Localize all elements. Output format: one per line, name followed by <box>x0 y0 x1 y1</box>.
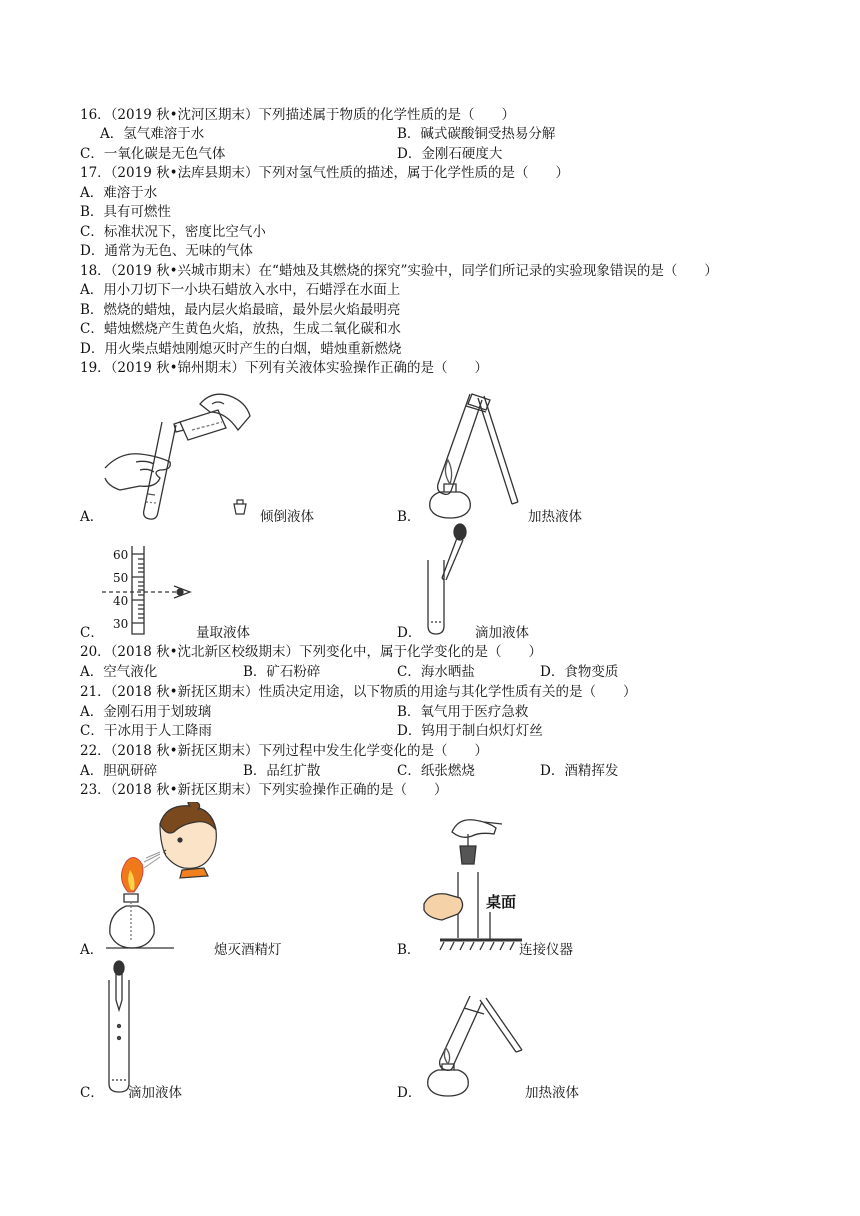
cylinder-tick-30: 30 <box>113 617 129 631</box>
cylinder-tick-50: 50 <box>113 571 129 585</box>
q16-option-a: A．氢气难溶于水 <box>100 126 205 142</box>
q19-option-d-letter: D． <box>397 625 422 641</box>
q18-option-a: A．用小刀切下一小块石蜡放入水中，石蜡浮在水面上 <box>80 282 401 298</box>
q19-option-b-caption: 加热液体 <box>528 509 582 525</box>
q21-option-b: B．氧气用于医疗急救 <box>397 704 529 720</box>
q19-stem: 19．（2019 秋•锦州期末）下列有关液体实验操作正确的是（ ） <box>80 360 489 376</box>
q20-option-c: C．海水晒盐 <box>397 664 475 680</box>
q16-option-b: B．碱式碳酸铜受热易分解 <box>397 126 556 142</box>
q22-stem: 22．（2018 秋•新抚区期末）下列过程中发生化学变化的是（ ） <box>80 743 489 759</box>
q23-option-d-letter: D． <box>397 1085 422 1101</box>
dropper-above-tube-figure <box>104 960 134 1100</box>
q18-stem: 18．（2019 秋•兴城市期末）在“蜡烛及其燃烧的探究”实验中，同学们所记录的实验现象错误的是（ ） <box>80 263 718 279</box>
blowing-lamp-figure <box>104 802 224 952</box>
q22-option-d: D．酒精挥发 <box>540 763 619 779</box>
q21-option-c: C．干冰用于人工降雨 <box>80 723 212 739</box>
q16-stem: 16．（2019 秋•沈河区期末）下列描述属于物质的化学性质的是（ ） <box>80 107 516 123</box>
q20-stem: 20．（2018 秋•沈北新区校级期末）下列变化中，属于化学变化的是（ ） <box>80 644 543 660</box>
q23-option-a-letter: A． <box>80 942 104 958</box>
q23-option-d-caption: 加热液体 <box>525 1085 579 1101</box>
q18-option-c: C．蜡烛燃烧产生黄色火焰，放热，生成二氧化碳和水 <box>80 321 401 337</box>
pouring-liquid-figure <box>100 382 255 522</box>
q19-option-b-letter: B． <box>397 509 421 525</box>
q20-option-b: B．矿石粉碎 <box>243 664 321 680</box>
q23-stem: 23．（2018 秋•新抚区期末）下列实验操作正确的是（ ） <box>80 782 448 798</box>
q22-option-a: A．胆矾研碎 <box>80 763 158 779</box>
q23-option-b-caption: 连接仪器 <box>519 942 573 958</box>
q21-option-d: D．钨用于制白炽灯灯丝 <box>397 723 543 739</box>
q21-stem: 21．（2018 秋•新抚区期末）性质决定用途，以下物质的用途与其化学性质有关的是（ ） <box>80 684 637 700</box>
connecting-apparatus-figure <box>422 802 552 952</box>
q16-option-c: C．一氧化碳是无色气体 <box>80 146 226 162</box>
q17-option-a: A．难溶于水 <box>80 185 158 201</box>
q20-option-d: D．食物变质 <box>540 664 619 680</box>
q19-option-c-caption: 量取液体 <box>196 625 250 641</box>
cylinder-tick-60: 60 <box>113 548 129 562</box>
q18-option-b: B．燃烧的蜡烛，最内层火焰最暗，最外层火焰最明亮 <box>80 302 401 318</box>
q22-option-b: B．品红扩散 <box>243 763 321 779</box>
q23-option-c-letter: C． <box>80 1085 104 1101</box>
q17-stem: 17．（2019 秋•法库县期末）下列对氢气性质的描述，属于化学性质的是（ ） <box>80 165 570 181</box>
q17-option-b: B．具有可燃性 <box>80 204 171 220</box>
q22-option-c: C．纸张燃烧 <box>397 763 475 779</box>
dropper-figure <box>420 522 470 637</box>
q23-option-b-letter: B． <box>397 942 421 958</box>
q19-option-c-letter: C． <box>80 625 104 641</box>
heating-liquid-figure-2 <box>418 990 528 1100</box>
q20-option-a: A．空气液化 <box>80 664 158 680</box>
q19-option-a-letter: A． <box>80 509 104 525</box>
q17-option-c: C．标准状况下，密度比空气小 <box>80 224 266 240</box>
cylinder-tick-40: 40 <box>113 594 129 608</box>
heating-liquid-figure <box>420 384 535 524</box>
q23-option-a-caption: 熄灭酒精灯 <box>214 942 282 958</box>
q17-option-d: D．通常为无色、无味的气体 <box>80 243 253 259</box>
q19-option-a-caption: 倾倒液体 <box>260 509 314 525</box>
desk-label: 桌面 <box>486 893 517 911</box>
q23-option-c-caption: 滴加液体 <box>128 1085 182 1101</box>
q19-option-d-caption: 滴加液体 <box>475 625 529 641</box>
q21-option-a: A．金刚石用于划玻璃 <box>80 704 212 720</box>
q18-option-d: D．用火柴点蜡烛刚熄灭时产生的白烟，蜡烛重新燃烧 <box>80 341 402 357</box>
q16-option-d: D．金刚石硬度大 <box>397 146 503 162</box>
